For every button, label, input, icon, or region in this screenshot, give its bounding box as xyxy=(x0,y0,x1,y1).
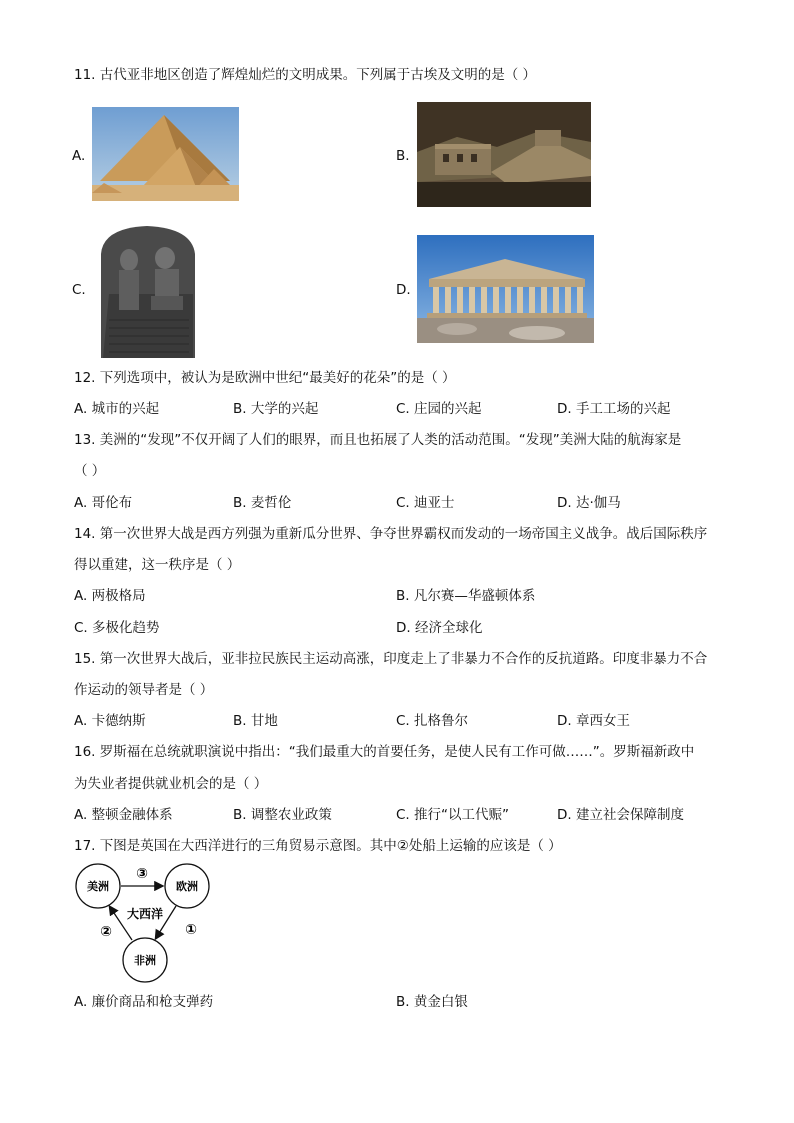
q14-option-d[interactable]: D. 经济全球化 xyxy=(396,620,483,636)
q17-stem: 17. 下图是英国在大西洋进行的三角贸易示意图。其中②处船上运输的应该是（ ） xyxy=(74,838,562,854)
q11-option-a-label[interactable]: A. xyxy=(72,148,86,164)
q14-stem-line1: 14. 第一次世界大战是西方列强为重新瓜分世界、争夺世界霸权而发动的一场帝国主义战争。战后国际秩序 xyxy=(74,526,708,542)
q12-stem: 12. 下列选项中，被认为是欧洲中世纪“最美好的花朵”的是（ ） xyxy=(74,370,456,386)
q15-option-b[interactable]: B. 甘地 xyxy=(233,713,278,729)
marker-1: ① xyxy=(185,922,197,938)
q15-option-a[interactable]: A. 卡德纳斯 xyxy=(74,713,146,729)
q15-option-c[interactable]: C. 扎格鲁尔 xyxy=(396,713,469,729)
q11-option-c-label[interactable]: C. xyxy=(72,282,86,298)
q16-option-d[interactable]: D. 建立社会保障制度 xyxy=(557,807,684,823)
pyramids-image xyxy=(92,107,239,201)
q16-stem-line1: 16. 罗斯福在总统就职演说中指出：“我们最重大的首要任务，是使人民有工作可做……”。罗斯福新政中 xyxy=(74,744,695,760)
atlantic-ocean-label: 大西洋 xyxy=(126,907,164,921)
q15-option-d[interactable]: D. 章西女王 xyxy=(557,713,630,729)
q14-option-b[interactable]: B. 凡尔赛—华盛顿体系 xyxy=(396,588,536,604)
q16-option-a[interactable]: A. 整顿金融体系 xyxy=(74,807,173,823)
hammurabi-stele-image xyxy=(95,224,200,358)
q11-stem: 11. 古代亚非地区创造了辉煌灿烂的文明成果。下列属于古埃及文明的是（ ） xyxy=(74,67,537,83)
q15-stem-line1: 15. 第一次世界大战后，亚非拉民族民主运动高涨，印度走上了非暴力不合作的反抗道路。印度非暴力不合 xyxy=(74,651,708,667)
q17-option-b[interactable]: B. 黄金白银 xyxy=(396,994,468,1010)
q14-option-c[interactable]: C. 多极化趋势 xyxy=(74,620,160,636)
africa-label: 非洲 xyxy=(134,954,156,967)
q12-option-d[interactable]: D. 手工工场的兴起 xyxy=(557,401,671,417)
q12-option-a[interactable]: A. 城市的兴起 xyxy=(74,401,160,417)
q17-option-a[interactable]: A. 廉价商品和枪支弹药 xyxy=(74,994,214,1010)
q12-option-c[interactable]: C. 庄园的兴起 xyxy=(396,401,482,417)
q11-option-b-label[interactable]: B. xyxy=(396,148,410,164)
q11-option-d-label[interactable]: D. xyxy=(396,282,411,298)
q12-option-b[interactable]: B. 大学的兴起 xyxy=(233,401,319,417)
europe-label: 欧洲 xyxy=(176,880,198,893)
q14-option-a[interactable]: A. 两极格局 xyxy=(74,588,146,604)
great-wall-image xyxy=(417,102,591,207)
q13-stem-line2: （ ） xyxy=(74,463,106,479)
q13-option-a[interactable]: A. 哥伦布 xyxy=(74,495,133,511)
q13-option-b[interactable]: B. 麦哲伦 xyxy=(233,495,292,511)
q13-option-c[interactable]: C. 迪亚士 xyxy=(396,495,455,511)
triangle-trade-diagram xyxy=(68,860,218,986)
marker-3: ③ xyxy=(136,866,148,882)
q13-stem-line1: 13. 美洲的“发现”不仅开阔了人们的眼界，而且也拓展了人类的活动范围。“发现”美洲大陆的航海家是 xyxy=(74,432,682,448)
marker-2: ② xyxy=(100,924,112,940)
q13-option-d[interactable]: D. 达·伽马 xyxy=(557,495,621,511)
q14-stem-line2: 得以重建，这一秩序是（ ） xyxy=(74,557,241,573)
parthenon-image xyxy=(417,235,594,343)
americas-label: 美洲 xyxy=(87,880,109,893)
q16-stem-line2: 为失业者提供就业机会的是（ ） xyxy=(74,776,268,792)
q15-stem-line2: 作运动的领导者是（ ） xyxy=(74,682,214,698)
q16-option-b[interactable]: B. 调整农业政策 xyxy=(233,807,332,823)
q16-option-c[interactable]: C. 推行“以工代赈” xyxy=(396,807,509,823)
